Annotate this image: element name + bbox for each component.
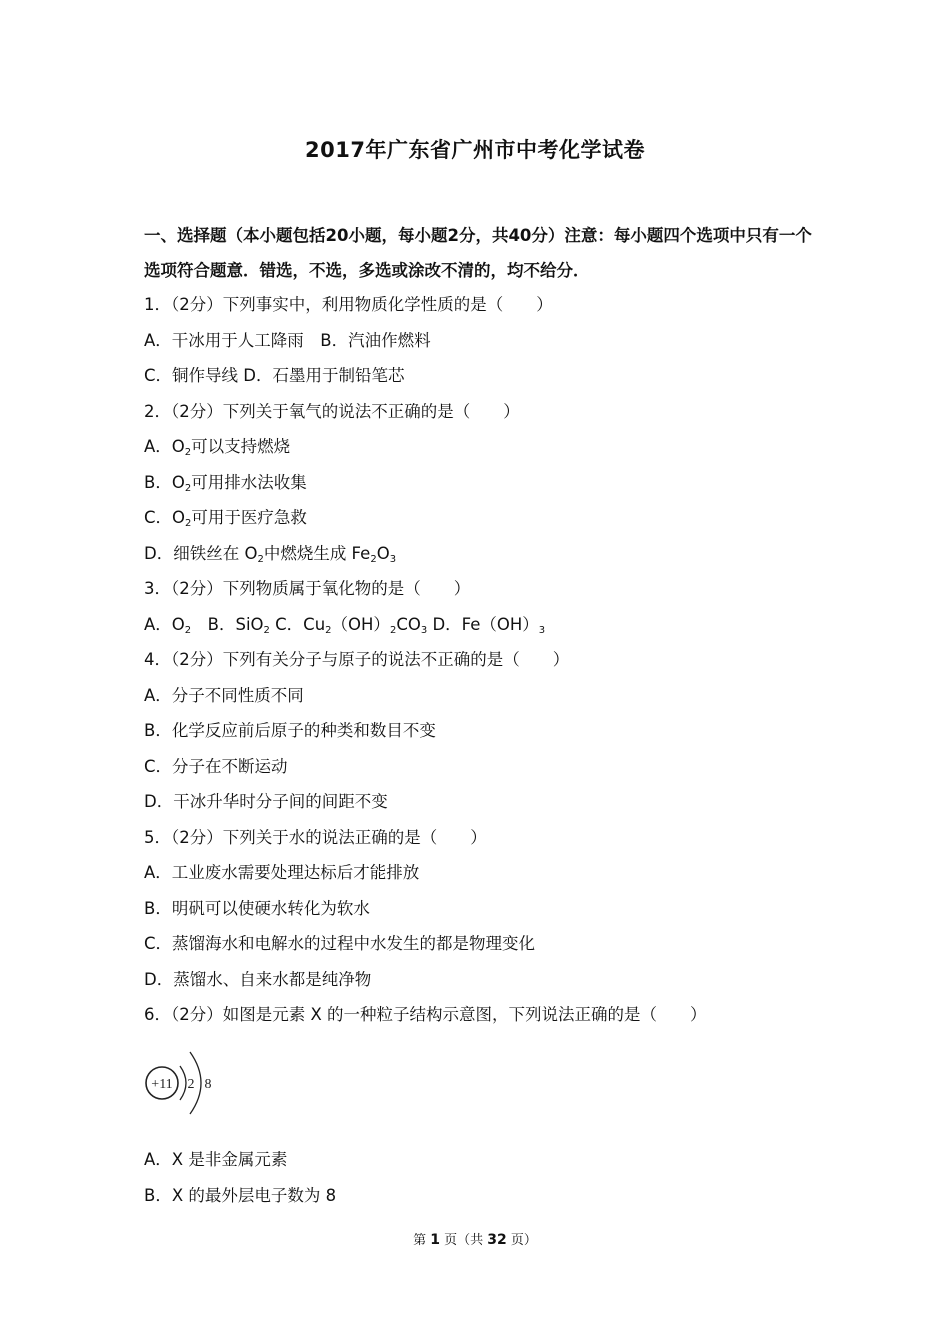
question-2-option-a: A．$O_2$可以支持燃烧 — [144, 437, 291, 458]
question-4-option-c: C．分子在不断运动 — [144, 757, 288, 776]
question-6-option-a: A．X 是非金属元素 — [144, 1150, 288, 1169]
shell-2-count: 8 — [204, 1077, 212, 1092]
page-title: 2017年广东省广州市中考化学试卷 — [305, 138, 645, 162]
question-4-option-a: A．分子不同性质不同 — [144, 686, 304, 705]
question-4-stem: 4．（2分）下列有关分子与原子的说法不正确的是（ ） — [144, 650, 570, 669]
question-5-option-d: D．蒸馏水、自来水都是纯净物 — [144, 970, 372, 989]
question-4-option-b: B．化学反应前后原子的种类和数目不变 — [144, 721, 436, 740]
question-2-option-c: C．$O_2$可用于医疗急救 — [144, 508, 307, 529]
page-footer: 第 1 页（共 32 页） — [413, 1232, 537, 1248]
atom-structure-diagram — [140, 1040, 220, 1125]
question-1-stem: 1．（2分）下列事实中，利用物质化学性质的是（ ） — [144, 295, 553, 314]
question-6-stem: 6．（2分）如图是元素 X 的一种粒子结构示意图，下列说法正确的是（ ） — [144, 1005, 707, 1024]
question-1-options-ab: A．干冰用于人工降雨 B．汽油作燃料 — [144, 331, 431, 350]
section-heading: 一、选择题（本小题包括20小题，每小题2分，共40分）注意：每小题四个选项中只有一个选项符合题意．错选，不选，多选或涂改不清的，均不给分． — [144, 226, 812, 280]
question-3-stem: 3．（2分）下列物质属于氧化物的是（ ） — [144, 579, 471, 598]
question-5-option-b: B．明矾可以使硬水转化为软水 — [144, 899, 370, 918]
electron-shell-1 — [180, 1066, 186, 1100]
question-2-option-d: D．细铁丝在 $O_2$中燃烧生成 $Fe_2O_3$ — [144, 544, 397, 565]
question-5-option-c: C．蒸馏海水和电解水的过程中水发生的都是物理变化 — [144, 934, 536, 953]
question-2-stem: 2．（2分）下列关于氧气的说法不正确的是（ ） — [144, 402, 520, 421]
question-6-option-b: B．X 的最外层电子数为 8 — [144, 1186, 337, 1205]
nucleus-charge: +11 — [151, 1077, 173, 1092]
question-3-options: A．$O_2$ B．SiO$_2$ C．$Cu_2(OH)_2CO_3$ D．$Fe(OH)_3$ — [144, 615, 546, 636]
question-5-option-a: A．工业废水需要处理达标后才能排放 — [144, 863, 420, 882]
shell-1-count: 2 — [187, 1077, 195, 1092]
question-2-option-b: B．$O_2$可用排水法收集 — [144, 473, 307, 494]
question-4-option-d: D．干冰升华时分子间的间距不变 — [144, 792, 388, 811]
question-5-stem: 5．（2分）下列关于水的说法正确的是（ ） — [144, 828, 487, 847]
question-1-options-cd: C．铜作导线 D．石墨用于制铅笔芯 — [144, 366, 405, 385]
